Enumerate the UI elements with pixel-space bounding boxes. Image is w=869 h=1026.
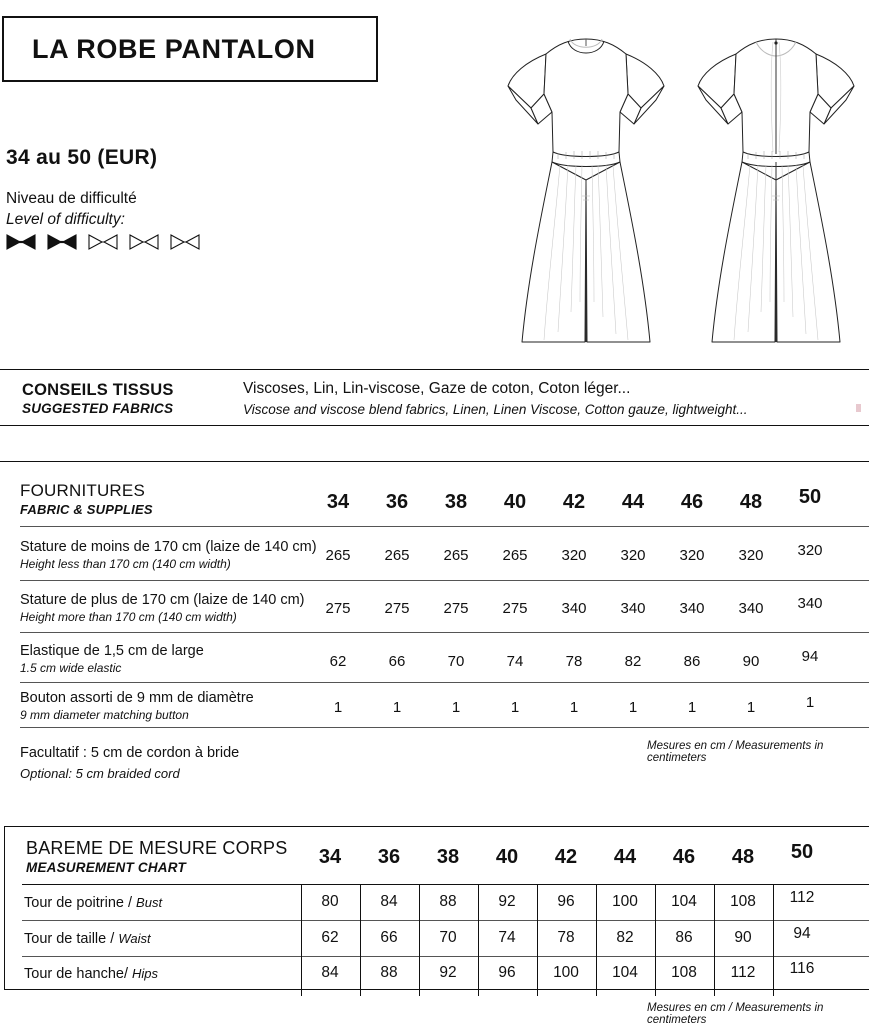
measurement-chart-size-header: 44 — [613, 846, 637, 868]
supplies-unit-note: Mesures en cm / Measurements in centimeters — [647, 740, 824, 764]
measurement-chart-cell: 88 — [380, 964, 398, 981]
supplies-cell: 320 — [797, 542, 823, 559]
supplies-size-header: 42 — [562, 491, 586, 513]
measurement-chart-row-label-fr: Tour de poitrine / — [24, 895, 137, 911]
measurement-chart-row-label-fr: Tour de taille / — [24, 931, 119, 947]
supplies-row-label-fr: Stature de moins de 170 cm (laize de 140 cm) — [20, 539, 317, 555]
measurement-chart-row-label-en: Waist — [118, 931, 151, 946]
supplies-cell: 94 — [801, 648, 819, 665]
supplies-cell: 340 — [679, 600, 705, 617]
measurement-chart-cell: 100 — [612, 893, 638, 910]
measurement-chart-cell: 84 — [380, 893, 398, 910]
measurement-chart-title-en: MEASUREMENT CHART — [26, 860, 186, 875]
measurement-chart-row-rule — [22, 920, 869, 921]
measurement-chart-cell: 108 — [671, 964, 697, 981]
supplies-cell: 86 — [683, 653, 701, 670]
measurement-chart-size-header: 42 — [554, 846, 578, 868]
back-view — [698, 39, 854, 342]
measurement-chart-column-divider — [537, 884, 538, 996]
supplies-size-header: 36 — [385, 491, 409, 513]
supplies-cell: 275 — [384, 600, 410, 617]
jumpsuit-technical-flat-illustration — [486, 12, 866, 357]
measurement-chart-size-header: 50 — [790, 841, 814, 863]
supplies-cell: 275 — [502, 600, 528, 617]
measurement-chart-row-label-en: Hips — [132, 966, 159, 981]
difficulty-label-en: Level of difficulty: — [6, 211, 125, 228]
measurement-chart-column-divider — [714, 884, 715, 996]
optional-note-fr: Facultatif : 5 cm de cordon à bride — [20, 745, 240, 761]
supplies-size-header: 44 — [621, 491, 645, 513]
measurement-chart-cell: 96 — [498, 964, 516, 981]
measurement-chart-cell: 104 — [671, 893, 697, 910]
measurement-chart-cell: 94 — [793, 925, 811, 942]
front-view — [508, 39, 664, 342]
measurement-chart-column-divider — [419, 884, 420, 996]
measurement-chart-column-divider — [478, 884, 479, 996]
measurement-chart-cell: 96 — [557, 893, 575, 910]
page-title: LA ROBE PANTALON — [32, 33, 316, 64]
supplies-size-header: 46 — [680, 491, 704, 513]
measurement-chart-cell: 70 — [439, 929, 457, 946]
fabrics-text-en: Viscose and viscose blend fabrics, Linen, Linen Viscose, Cotton gauze, lightweight... — [243, 402, 748, 417]
measurement-chart-row-label — [24, 931, 151, 947]
supplies-title-fr: FOURNITURES — [20, 481, 145, 500]
measurement-chart-column-divider — [301, 884, 302, 996]
measurement-chart-unit-note: Mesures en cm / Measurements in centimeters — [647, 1002, 824, 1026]
measurement-chart-cell: 86 — [675, 929, 693, 946]
pattern-title-box — [2, 16, 378, 82]
supplies-cell: 1 — [687, 699, 697, 716]
supplies-row-label-fr: Stature de plus de 170 cm (laize de 140 cm) — [20, 592, 305, 608]
supplies-cell: 265 — [502, 547, 528, 564]
supplies-size-header: 38 — [444, 491, 468, 513]
supplies-cell: 320 — [738, 547, 764, 564]
supplies-cell: 320 — [561, 547, 587, 564]
supplies-cell: 1 — [333, 699, 343, 716]
measurement-chart-column-divider — [360, 884, 361, 996]
supplies-row-label-fr: Elastique de 1,5 cm de large — [20, 643, 204, 659]
difficulty-spool-empty-icon — [170, 234, 200, 250]
difficulty-spool-filled-icon — [47, 234, 77, 250]
supplies-size-header: 34 — [326, 491, 350, 513]
measurement-chart-size-header: 40 — [495, 846, 519, 868]
measurement-chart-cell: 62 — [321, 929, 339, 946]
supplies-cell: 320 — [620, 547, 646, 564]
fabrics-title-fr: CONSEILS TISSUS — [22, 381, 174, 399]
supplies-title-en: FABRIC & SUPPLIES — [20, 502, 153, 517]
measurement-chart-cell: 66 — [380, 929, 398, 946]
supplies-row-rule — [20, 632, 869, 633]
difficulty-spool-empty-icon — [88, 234, 118, 250]
measurement-chart-cell: 108 — [730, 893, 756, 910]
size-range-label: 34 au 50 (EUR) — [6, 146, 158, 169]
measurement-chart-cell: 88 — [439, 893, 457, 910]
supplies-row-label-en: 1.5 cm wide elastic — [20, 661, 122, 675]
fabrics-rule-top — [0, 369, 869, 370]
supplies-cell: 1 — [392, 699, 402, 716]
measurement-chart-cell: 78 — [557, 929, 575, 946]
measurement-chart-cell: 92 — [498, 893, 516, 910]
difficulty-rating — [6, 234, 200, 250]
supplies-cell: 1 — [510, 699, 520, 716]
measurement-chart-cell: 116 — [789, 960, 815, 977]
supplies-rule-top — [0, 461, 869, 462]
supplies-cell: 275 — [325, 600, 351, 617]
measurement-chart-row-label — [24, 895, 162, 911]
measurement-chart-column-divider — [655, 884, 656, 996]
fabrics-rule-bottom — [0, 425, 869, 426]
measurement-chart-cell: 90 — [734, 929, 752, 946]
supplies-cell: 82 — [624, 653, 642, 670]
supplies-cell: 340 — [561, 600, 587, 617]
measurement-chart-row-label — [24, 966, 158, 982]
measurement-chart-row-label-fr: Tour de hanche/ — [24, 966, 133, 982]
measurement-chart-size-header: 34 — [318, 846, 342, 868]
measurement-chart-cell: 80 — [321, 893, 339, 910]
measurement-chart-size-header: 38 — [436, 846, 460, 868]
measurement-chart-size-header: 48 — [731, 846, 755, 868]
supplies-cell: 90 — [742, 653, 760, 670]
measurement-chart-header-rule — [22, 884, 869, 885]
supplies-row-rule — [20, 580, 869, 581]
supplies-cell: 320 — [679, 547, 705, 564]
supplies-size-header: 40 — [503, 491, 527, 513]
measurement-chart-cell: 74 — [498, 929, 516, 946]
supplies-row-label-en: Height more than 170 cm (140 cm width) — [20, 610, 237, 624]
measurement-chart-cell: 92 — [439, 964, 457, 981]
supplies-cell: 340 — [738, 600, 764, 617]
supplies-cell: 1 — [805, 694, 815, 711]
supplies-row-label-fr: Bouton assorti de 9 mm de diamètre — [20, 690, 254, 706]
measurement-chart-cell: 112 — [730, 964, 756, 981]
fabrics-text-fr: Viscoses, Lin, Lin-viscose, Gaze de coton, Coton léger... — [243, 380, 631, 397]
supplies-cell: 1 — [451, 699, 461, 716]
supplies-cell: 1 — [746, 699, 756, 716]
supplies-cell: 70 — [447, 653, 465, 670]
supplies-cell: 340 — [797, 595, 823, 612]
supplies-row-rule — [20, 727, 869, 728]
supplies-row-label-en: Height less than 170 cm (140 cm width) — [20, 557, 231, 571]
measurement-chart-title-fr: BAREME DE MESURE CORPS — [26, 838, 288, 858]
supplies-cell: 265 — [443, 547, 469, 564]
supplies-cell: 62 — [329, 653, 347, 670]
measurement-chart-size-header: 46 — [672, 846, 696, 868]
supplies-cell: 275 — [443, 600, 469, 617]
supplies-size-header: 48 — [739, 491, 763, 513]
scan-artifact-mark — [856, 404, 861, 412]
supplies-row-rule — [20, 682, 869, 683]
supplies-header-rule — [20, 526, 869, 527]
supplies-size-header: 50 — [798, 486, 822, 508]
supplies-cell: 1 — [628, 699, 638, 716]
measurement-chart-cell: 104 — [612, 964, 638, 981]
supplies-cell: 78 — [565, 653, 583, 670]
supplies-cell: 265 — [384, 547, 410, 564]
fabrics-title-en: SUGGESTED FABRICS — [22, 401, 174, 416]
supplies-cell: 265 — [325, 547, 351, 564]
supplies-cell: 66 — [388, 653, 406, 670]
measurement-chart-row-label-en: Bust — [136, 895, 163, 910]
measurement-chart-cell: 84 — [321, 964, 339, 981]
measurement-chart-size-header: 36 — [377, 846, 401, 868]
measurement-chart-row-rule — [22, 956, 869, 957]
supplies-row-label-en: 9 mm diameter matching button — [20, 708, 189, 722]
difficulty-spool-filled-icon — [6, 234, 36, 250]
measurement-chart-cell: 100 — [553, 964, 579, 981]
difficulty-spool-empty-icon — [129, 234, 159, 250]
difficulty-label-fr: Niveau de difficulté — [6, 190, 137, 207]
measurement-chart-column-divider — [773, 884, 774, 996]
supplies-cell: 340 — [620, 600, 646, 617]
optional-note-en: Optional: 5 cm braided cord — [20, 766, 180, 781]
measurement-chart-cell: 82 — [616, 929, 634, 946]
supplies-cell: 74 — [506, 653, 524, 670]
measurement-chart-cell: 112 — [789, 889, 815, 906]
supplies-cell: 1 — [569, 699, 579, 716]
measurement-chart-column-divider — [596, 884, 597, 996]
